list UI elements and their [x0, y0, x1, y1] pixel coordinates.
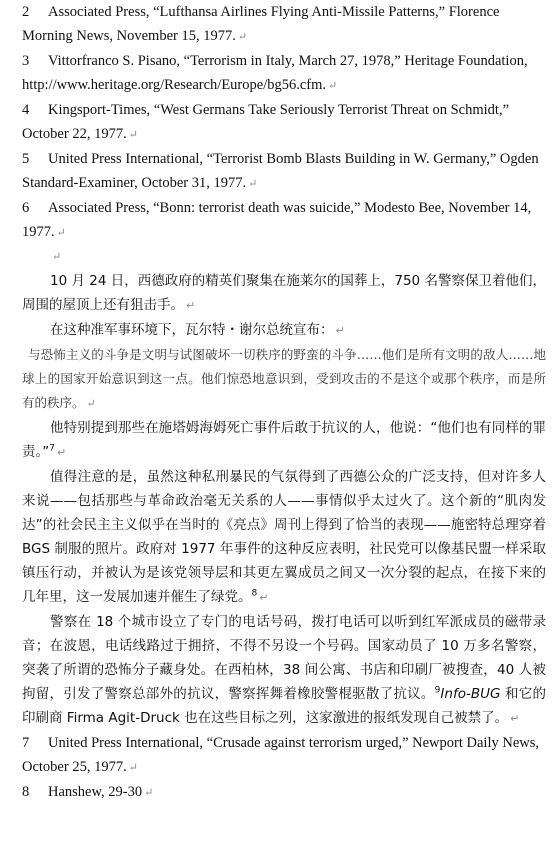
paragraph-mark-icon: ↵	[237, 31, 248, 43]
paragraph-mark-icon: ↵	[128, 762, 138, 774]
paragraph-mark-icon: ↵	[186, 299, 196, 312]
footnote-2: 2 Associated Press, “Lufthansa Airlines Flying Anti-Missile Patterns,” Florence Morning News, November 15, 1977. ↵	[22, 4, 500, 44]
footnote-4: 4 Kingsport-Times, “West Germans Take Seriously Terrorist Threat on Schmidt,” October 22, 1977. ↵	[22, 102, 510, 142]
body-paragraph-2: 在这种准军事环境下，瓦尔特・谢尔总统宣布： ↵	[50, 322, 345, 338]
paragraph-mark-icon: ↵	[56, 446, 67, 459]
paragraph-mark-icon: ↵	[86, 397, 96, 410]
footnote-3: 3 Vittorfranco S. Pisano, “Terrorism in Italy, March 27, 1978,” Heritage Foundation, http://www.heritage.org/Research/Europe/bg56.cfm. ↵	[22, 53, 528, 93]
empty-paragraph	[50, 245, 554, 269]
footnote-5: 5 United Press International, “Terrorist Bomb Blasts Building in W. Germany,” Ogden Standard-Examiner, October 31, 1977. ↵	[22, 151, 539, 191]
footnote-8: 8 Hanshew, 29-30 ↵	[22, 784, 154, 800]
footnotes-bottom	[0, 731, 554, 805]
footnote-ref-8: 8	[251, 588, 258, 599]
paragraph-mark-icon: ↵	[144, 787, 154, 799]
footnote-ref-9: 9	[434, 685, 441, 696]
block-quote: 与恐怖主义的斗争是文明与试图破坏一切秩序的野蛮的斗争……他们是所有文明的敌人……地球上的国家开始意识到这一点。他们惊恐地意识到，受到攻击的不是这个或那个秩序，而是所有的秩序。 ↵	[22, 347, 546, 410]
paragraph-mark-icon: ↵	[335, 324, 345, 337]
body-paragraph-5: 警察在 18 个城市设立了专门的电话号码，拨打电话可以听到红军派成员的磁带录音；在波恩，电话线路过于拥挤，不得不另设一个号码。国家动员了 10 万多名警察，突袭了所谓的恐怖分子藏身处。在西柏林，38 间公寓、书店和印刷厂被搜查，40 人被拘留，引发了警察总部外的抗议，警察挥舞着橡胶警棍驱散了抗议。$^9$Info-BUG 和它的印刷商 Firma Agit-Druck 也在这些目标之列，这家激进的报纸发现自己被禁了。 ↵	[22, 614, 546, 726]
footnote-ref-7: 7	[49, 443, 55, 454]
paragraph-mark-icon: ↵	[248, 178, 258, 190]
footnote-7: 7 United Press International, “Crusade against terrorism urged,” Newport Daily News, October 25, 1977. ↵	[22, 735, 539, 775]
paragraph-mark-icon: ↵	[56, 227, 66, 239]
footnotes-top	[0, 0, 554, 245]
publication-name: Info-BUG	[440, 686, 501, 702]
paragraph-mark-icon: ↵	[259, 591, 269, 604]
paragraph-mark-icon: ↵	[510, 712, 520, 725]
body-paragraph-4: 值得注意的是，虽然这种私刑暴民的气氛得到了西德公众的广泛支持，但对许多人来说——包括那些与革命政治毫无关系的人——事情似乎太过火了。这个新的“肌肉发达”的社会民主主义似乎在当时的《亮点》周刊上得到了恰当的表现——施密特总理穿着 BGS 制服的照片。政府对 1977 年事件的这种反应表明，社民党可以像基民盟一样采取镇压行动，并被认为是该党领导层和其更左翼成员之间又一次分裂的起点，在接下来的几年里，这一发展加速并催生了绿党。$^8$ ↵	[22, 469, 546, 605]
footnote-6: 6 Associated Press, “Bonn: terrorist death was suicide,” Modesto Bee, November 14, 1977. ↵	[22, 200, 532, 240]
paragraph-mark-icon: ↵	[52, 250, 62, 263]
paragraph-mark-icon: ↵	[128, 129, 138, 141]
paragraph-mark-icon: ↵	[328, 80, 338, 92]
body-paragraph-1: 10 月 24 日，西德政府的精英们聚集在施莱尔的国葬上，750 名警察保卫着他们，周围的屋顶上还有狙击手。 ↵	[22, 273, 546, 313]
body-paragraph-3: 他特别提到那些在施塔姆海姆死亡事件后敢于抗议的人，他说：“他们也有同样的罪责。”$^7$ ↵	[22, 420, 546, 460]
